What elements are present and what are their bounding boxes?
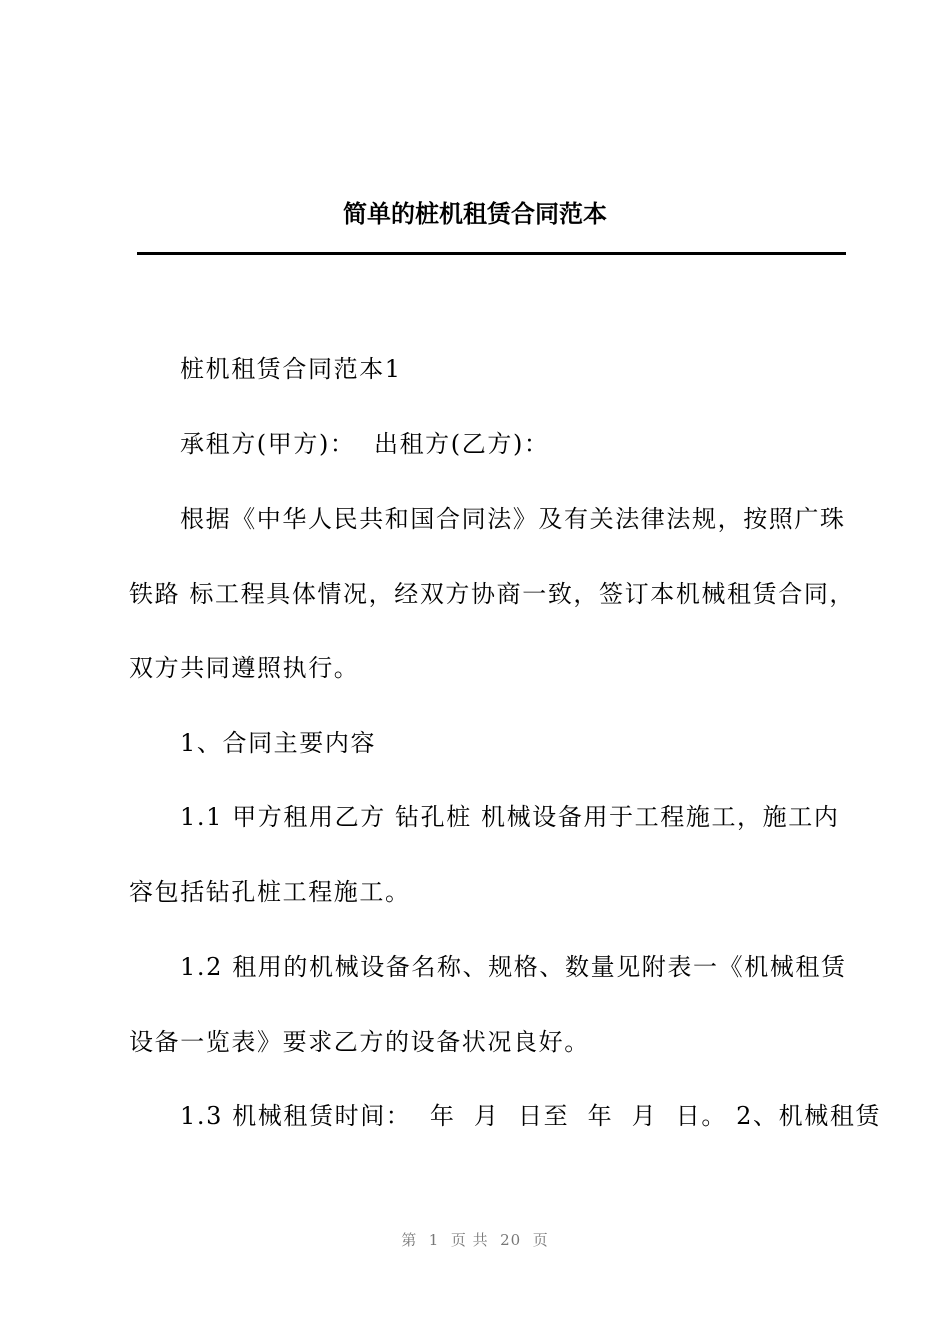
parties-line: 承租方(甲方)： 出租方(乙方)： <box>180 430 550 458</box>
section-heading: 桩机租赁合同范本1 <box>180 355 402 383</box>
body-line: 双方共同遵照执行。 <box>129 654 360 682</box>
body-line: 铁路 标工程具体情况，经双方协商一致，签订本机械租赁合同， <box>129 580 856 608</box>
title-underline <box>137 252 846 255</box>
clause-line: 容包括钻孔桩工程施工。 <box>129 878 411 906</box>
clause-line: 设备一览表》要求乙方的设备状况良好。 <box>129 1028 590 1056</box>
clause-line: 1.1 甲方租用乙方 钻孔桩 机械设备用于工程施工，施工内 <box>180 803 840 831</box>
clause-heading: 1、合同主要内容 <box>180 729 377 757</box>
document-title: 简单的桩机租赁合同范本 <box>343 200 607 228</box>
clause-line: 1.3 机械租赁时间： 年 月 日至 年 月 日。 2、机械租赁 <box>180 1102 882 1130</box>
page-number: 第 1 页 共 20 页 <box>401 1231 549 1249</box>
clause-line: 1.2 租用的机械设备名称、规格、数量见附表一《机械租赁 <box>180 953 847 981</box>
body-line: 根据《中华人民共和国合同法》及有关法律法规，按照广珠 <box>180 505 846 533</box>
